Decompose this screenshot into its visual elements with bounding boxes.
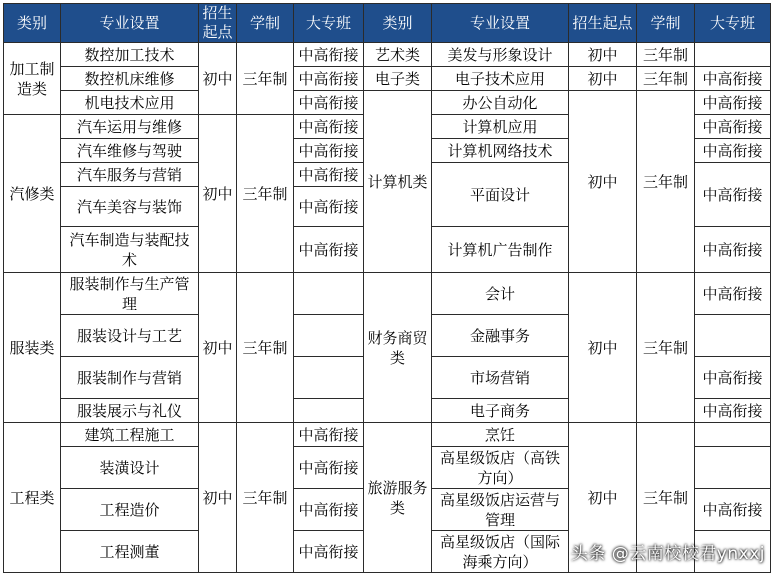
college-cell: 中高衔接 bbox=[294, 43, 364, 67]
start-cell: 初中 bbox=[199, 273, 237, 423]
watermark: 头条 @云南校校君ynxxj bbox=[570, 544, 765, 564]
major-cell: 汽车维修与驾驶 bbox=[61, 139, 199, 163]
major-cell: 高星级饭店运营与管理 bbox=[432, 489, 569, 531]
college-cell: 中高衔接 bbox=[294, 163, 364, 187]
major-cell: 工程造价 bbox=[61, 489, 199, 531]
header-college: 大专班 bbox=[294, 4, 364, 43]
major-cell: 烹饪 bbox=[432, 423, 569, 447]
college-cell: 中高衔接 bbox=[695, 489, 771, 531]
college-cell: 中高衔接 bbox=[294, 447, 364, 489]
major-cell: 计算机广告制作 bbox=[432, 227, 569, 273]
college-cell: 中高衔接 bbox=[695, 227, 771, 273]
major-cell: 高星级饭店（高铁方向） bbox=[432, 447, 569, 489]
major-cell: 计算机应用 bbox=[432, 115, 569, 139]
college-cell: 中高衔接 bbox=[695, 163, 771, 227]
table-row bbox=[4, 91, 771, 115]
college-cell bbox=[294, 357, 364, 399]
major-cell: 工程测董 bbox=[61, 531, 199, 573]
major-cell: 美发与形象设计 bbox=[432, 43, 569, 67]
college-cell: 中高衔接 bbox=[294, 91, 364, 115]
category-cell: 艺术类 bbox=[364, 43, 432, 67]
years-cell: 三年制 bbox=[237, 423, 294, 573]
college-cell bbox=[695, 315, 771, 357]
major-cell: 机电技术应用 bbox=[61, 91, 199, 115]
years-cell: 三年制 bbox=[637, 423, 695, 573]
years-cell: 三年制 bbox=[237, 43, 294, 115]
college-cell: 中高衔接 bbox=[695, 91, 771, 115]
college-cell: 中高衔接 bbox=[294, 115, 364, 139]
start-cell: 初中 bbox=[569, 67, 637, 91]
major-cell: 市场营销 bbox=[432, 357, 569, 399]
college-cell: 中高衔接 bbox=[294, 187, 364, 227]
header-major: 专业设置 bbox=[61, 4, 199, 43]
major-cell: 计算机网络技术 bbox=[432, 139, 569, 163]
college-cell: 中高衔接 bbox=[695, 357, 771, 399]
major-cell: 服装制作与生产管理 bbox=[61, 273, 199, 315]
table-row bbox=[4, 67, 771, 91]
major-cell: 汽车制造与装配技术 bbox=[61, 227, 199, 273]
college-cell bbox=[695, 43, 771, 67]
major-cell: 数控加工技术 bbox=[61, 43, 199, 67]
category-cell: 电子类 bbox=[364, 67, 432, 91]
major-cell: 汽车服务与营销 bbox=[61, 163, 199, 187]
college-cell: 中高衔接 bbox=[294, 139, 364, 163]
major-cell: 电子商务 bbox=[432, 399, 569, 423]
table-row bbox=[4, 423, 771, 447]
college-cell: 中高衔接 bbox=[695, 115, 771, 139]
college-cell: 中高衔接 bbox=[695, 273, 771, 315]
college-cell: 中高衔接 bbox=[294, 67, 364, 91]
college-cell: 中高衔接 bbox=[695, 67, 771, 91]
header-start: 招生起点 bbox=[199, 4, 237, 43]
major-cell: 数控机床维修 bbox=[61, 67, 199, 91]
years-cell: 三年制 bbox=[237, 273, 294, 423]
header-category: 类别 bbox=[4, 4, 61, 43]
college-cell: 中高衔接 bbox=[294, 227, 364, 273]
header-college-2: 大专班 bbox=[695, 4, 771, 43]
table-row bbox=[4, 43, 771, 67]
college-cell: 中高衔接 bbox=[294, 423, 364, 447]
college-cell: 中高衔接 bbox=[294, 489, 364, 531]
header-years: 学制 bbox=[237, 4, 294, 43]
start-cell: 初中 bbox=[199, 423, 237, 573]
major-cell: 汽车运用与维修 bbox=[61, 115, 199, 139]
start-cell: 初中 bbox=[569, 91, 637, 273]
header-years-2: 学制 bbox=[637, 4, 695, 43]
major-cell: 高星级饭店（国际海乘方向） bbox=[432, 531, 569, 573]
major-cell: 汽车美容与装饰 bbox=[61, 187, 199, 227]
college-cell: 中高衔接 bbox=[294, 531, 364, 573]
category-cell: 旅游服务类 bbox=[364, 423, 432, 573]
category-cell: 加工制造类 bbox=[4, 43, 61, 115]
major-cell: 平面设计 bbox=[432, 163, 569, 227]
college-cell bbox=[294, 273, 364, 315]
start-cell: 初中 bbox=[569, 423, 637, 573]
table-row bbox=[4, 273, 771, 315]
header-row bbox=[4, 4, 771, 43]
college-cell: 中高衔接 bbox=[695, 399, 771, 423]
years-cell: 三年制 bbox=[237, 115, 294, 273]
college-cell bbox=[695, 423, 771, 447]
major-cell: 办公自动化 bbox=[432, 91, 569, 115]
college-cell bbox=[294, 399, 364, 423]
category-cell: 汽修类 bbox=[4, 115, 61, 273]
major-cell: 金融事务 bbox=[432, 315, 569, 357]
years-cell: 三年制 bbox=[637, 91, 695, 273]
category-cell: 工程类 bbox=[4, 423, 61, 573]
start-cell: 初中 bbox=[199, 115, 237, 273]
years-cell: 三年制 bbox=[637, 67, 695, 91]
college-cell bbox=[695, 447, 771, 489]
major-cell: 服装设计与工艺 bbox=[61, 315, 199, 357]
years-cell: 三年制 bbox=[637, 43, 695, 67]
start-cell: 初中 bbox=[199, 43, 237, 115]
major-cell: 装潢设计 bbox=[61, 447, 199, 489]
major-cell: 电子技术应用 bbox=[432, 67, 569, 91]
major-cell: 会计 bbox=[432, 273, 569, 315]
header-major-2: 专业设置 bbox=[432, 4, 569, 43]
category-cell: 财务商贸类 bbox=[364, 273, 432, 423]
start-cell: 初中 bbox=[569, 43, 637, 67]
college-cell bbox=[294, 315, 364, 357]
major-cell: 服装展示与礼仪 bbox=[61, 399, 199, 423]
major-cell: 服装制作与营销 bbox=[61, 357, 199, 399]
major-cell: 建筑工程施工 bbox=[61, 423, 199, 447]
years-cell: 三年制 bbox=[637, 273, 695, 423]
header-start-2: 招生起点 bbox=[569, 4, 637, 43]
header-category-2: 类别 bbox=[364, 4, 432, 43]
college-cell: 中高衔接 bbox=[695, 139, 771, 163]
start-cell: 初中 bbox=[569, 273, 637, 423]
category-cell: 计算机类 bbox=[364, 91, 432, 273]
category-cell: 服装类 bbox=[4, 273, 61, 423]
program-table bbox=[3, 3, 771, 573]
